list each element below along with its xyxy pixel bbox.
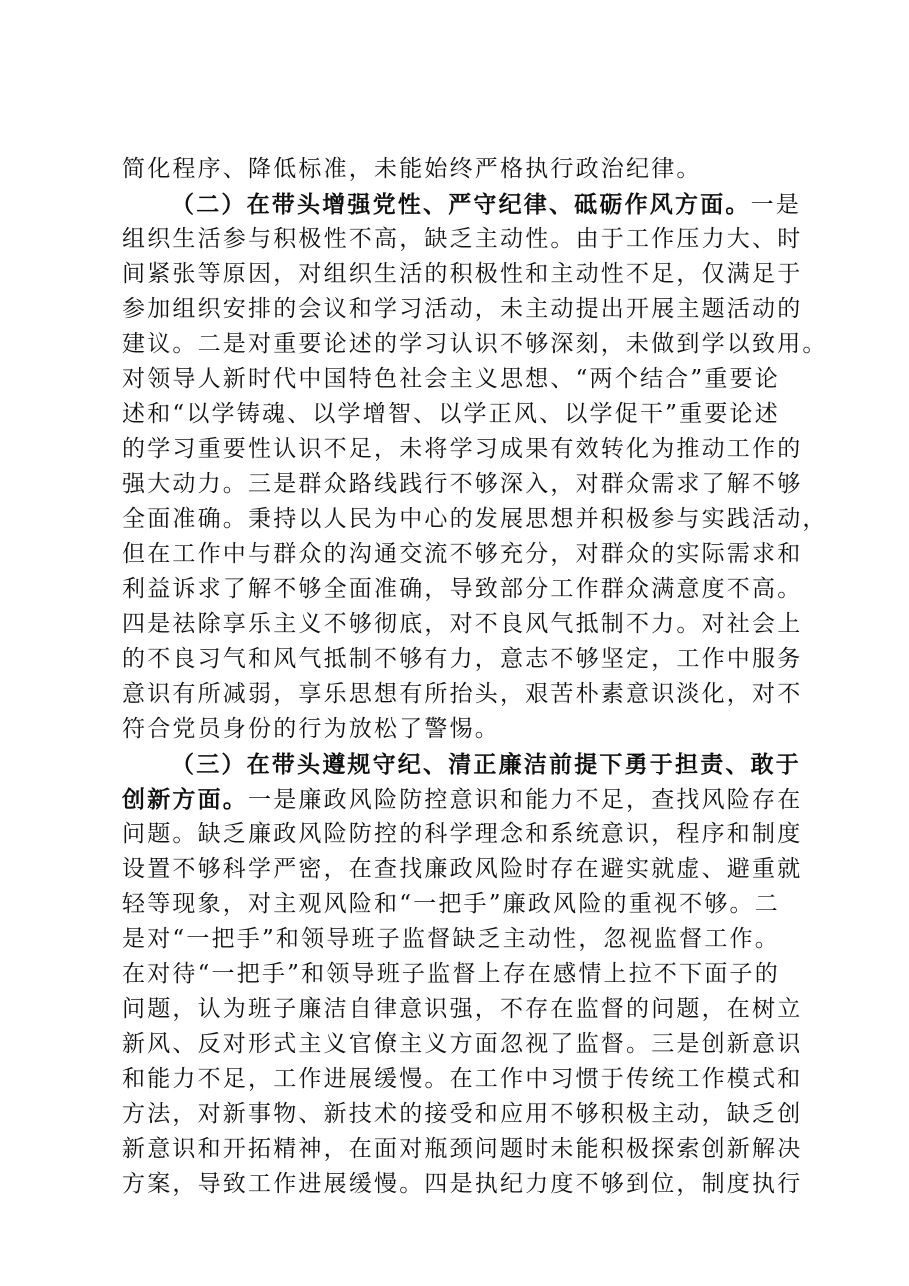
text-line-6: 建议。二是对重要论述的学习认识不够深刻，未做到学以致用。 bbox=[122, 331, 828, 357]
text-line-23: 是对“一把手”和领导班子监督缺乏主动性，忽视监督工作。 bbox=[122, 926, 780, 952]
section-two-heading-line: （二）在带头增强党性、严守纪律、砥砺作风方面。一是 bbox=[171, 191, 802, 218]
text-line-29: 新意识和开拓精神，在面对瓶颈问题时未能积极探索创新解决 bbox=[122, 1136, 803, 1162]
text-line-22: 轻等现象，对主观风险和“一把手”廉政风险的重视不够。二 bbox=[122, 891, 780, 917]
text-line-5: 参加组织安排的会议和学习活动，未主动提出开展主题活动的 bbox=[122, 296, 803, 322]
text-line-13: 利益诉求了解不够全面准确，导致部分工作群众满意度不高。 bbox=[122, 576, 803, 602]
section-three-heading: （三）在带头遵规守纪、清正廉洁前提下勇于担责、敢于 bbox=[171, 751, 801, 778]
text-line-16: 意识有所减弱，享乐思想有所抬头，艰苦朴素意识淡化，对不 bbox=[122, 681, 803, 707]
text-line-11: 全面准确。秉持以人民为中心的发展思想并积极参与实践活动， bbox=[122, 506, 828, 532]
section-three-heading-cont: 创新方面。 bbox=[122, 786, 248, 813]
text-line-9: 的学习重要性认识不足，未将学习成果有效转化为推动工作的 bbox=[122, 436, 803, 462]
text-line-26: 新风、反对形式主义官僚主义方面忽视了监督。三是创新意识 bbox=[122, 1031, 803, 1057]
text-line-4: 间紧张等原因，对组织生活的积极性和主动性不足，仅满足于 bbox=[122, 261, 803, 287]
text-line-12: 但在工作中与群众的沟通交流不够充分，对群众的实际需求和 bbox=[122, 541, 803, 567]
text-line-21: 设置不够科学严密，在查找廉政风险时存在避实就虚、避重就 bbox=[122, 856, 803, 882]
text-line-30: 方案，导致工作进展缓慢。四是执纪力度不够到位，制度执行 bbox=[122, 1171, 803, 1197]
text-line-14: 四是祛除享乐主义不够彻底，对不良风气抵制不力。对社会上 bbox=[122, 611, 803, 637]
text-line-25: 问题，认为班子廉洁自律意识强，不存在监督的问题，在树立 bbox=[122, 996, 803, 1022]
text-line-7: 对领导人新时代中国特色社会主义思想、“两个结合”重要论 bbox=[122, 366, 780, 392]
text-line-17: 符合党员身份的行为放松了警惕。 bbox=[122, 716, 500, 742]
text-line-27: 和能力不足，工作进展缓慢。在工作中习惯于传统工作模式和 bbox=[122, 1066, 803, 1092]
text-line-1: 简化程序、降低标准，未能始终严格执行政治纪律。 bbox=[122, 156, 702, 182]
text-line-28: 方法，对新事物、新技术的接受和应用不够积极主动，缺乏创 bbox=[122, 1101, 803, 1127]
section-three-heading-line bbox=[171, 747, 801, 782]
text-line-8: 述和“以学铸魂、以学增智、以学正风、以学促干”重要论述 bbox=[122, 401, 780, 427]
text-line-10: 强大动力。三是群众路线践行不够深入，对群众需求了解不够 bbox=[122, 471, 803, 497]
section-three-heading-cont-line: 创新方面。一是廉政风险防控意识和能力不足，查找风险存在 bbox=[122, 786, 803, 813]
section-two-heading: （二）在带头增强党性、严守纪律、砥砺作风方面。 bbox=[171, 191, 751, 218]
text-line-15: 的不良习气和风气抵制不够有力，意志不够坚定，工作中服务 bbox=[122, 646, 803, 672]
text-line-20: 问题。缺乏廉政风险防控的科学理念和系统意识，程序和制度 bbox=[122, 821, 803, 847]
text-line-24: 在对待“一把手”和领导班子监督上存在感情上拉不下面子的 bbox=[122, 961, 780, 987]
text-line-3: 组织生活参与积极性不高，缺乏主动性。由于工作压力大、时 bbox=[122, 226, 803, 252]
